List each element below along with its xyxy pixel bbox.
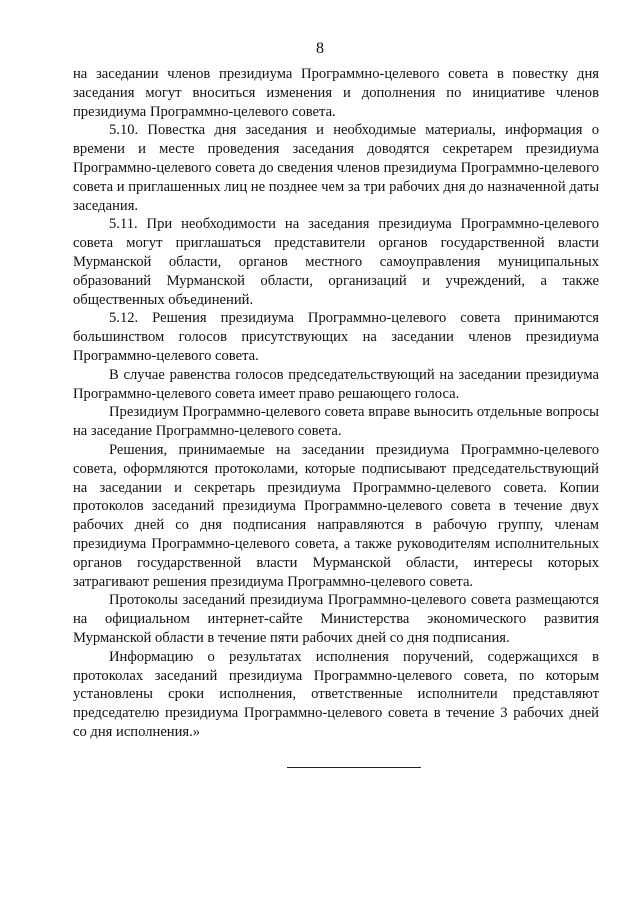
paragraph-tie-vote: В случае равенства голосов председательствующий на заседании президиума Программно-целевого совета имеет право решающего голоса. [73,366,599,402]
paragraph-5-12: 5.12. Решения президиума Программно-целевого совета принимаются большинством голосов присутствующих на заседании членов президиума Программно-целевого совета. [73,310,599,364]
paragraph-continuation: на заседании членов президиума Программно-целевого совета в повестку дня заседания могут вноситься изменения и дополнения по инициативе членов президиума Программно-целевого совета. [73,66,599,120]
paragraph-protocols: Протоколы заседаний президиума Программно-целевого совета размещаются на официальном интернет-сайте Министерства экономического развития Мурманской области в течение пяти рабочих дней со дня подписания. [73,592,599,646]
document-body [73,65,599,742]
paragraph-information: Информацию о результатах исполнения поручений, содержащихся в протоколах заседаний президиума Программно-целевого совета, по которым установлены сроки исполнения, ответственные исполнители представляют председателю президиума Программно-целевого совета в течение 3 рабочих дней со дня исполнения.» [73,648,599,740]
paragraph-presidium-rights: Президиум Программно-целевого совета вправе выносить отдельные вопросы на заседание Программно-целевого совета. [73,404,599,440]
page-number: 8 [316,40,324,57]
paragraph-decisions: Решения, принимаемые на заседании президиума Программно-целевого совета, оформляются протоколами, которые подписывают председательствующий на заседании и секретарь президиума Программно-целевого совета. Копии протоколов заседаний президиума Программно-целевого совета в течение двух рабочих дней со дня подписания направляются в рабочую группу, членам президиума Программно-целевого совета, а также руководителям исполнительных органов государственной власти Мурманской области, интересы которых затрагивают решения президиума Программно-целевого совета. [73,441,599,590]
paragraph-5-10: 5.10. Повестка дня заседания и необходимые материалы, информация о времени и месте проведения заседания доводятся секретарем президиума Программно-целевого совета до сведения членов президиума Программно-целевого совета и приглашенных лиц не позднее чем за три рабочих дня до назначенной даты заседания. [73,122,599,214]
paragraph-5-11: 5.11. При необходимости на заседания президиума Программно-целевого совета могут приглашаться представители органов государственной власти Мурманской области, органов местного самоуправления муниципальных образований Мурманской области, организаций и учреждений, а также общественных объединений. [73,216,599,308]
end-separator-line [287,767,421,768]
